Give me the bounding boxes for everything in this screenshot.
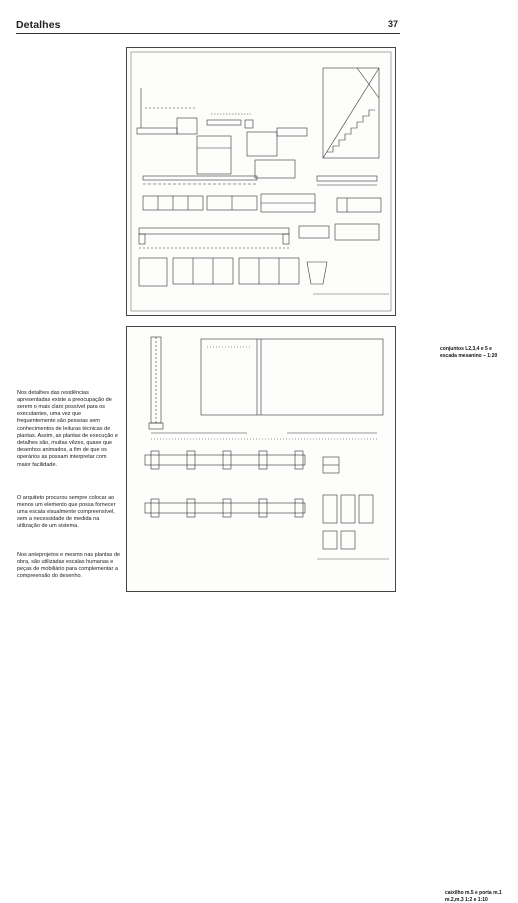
profile-details: [323, 495, 373, 549]
header-rule: [16, 33, 400, 34]
detail-drawing-sheet-top: [126, 47, 498, 359]
small-profile: [323, 457, 339, 473]
frame-profile: [149, 337, 163, 429]
page-number: 37: [387, 19, 398, 29]
window-elevation: [201, 339, 383, 415]
furniture-section: [197, 128, 307, 178]
counter-profile: [139, 224, 379, 248]
plan-section-2: [145, 499, 305, 517]
section-detail-2: [207, 114, 253, 128]
horizontal-detail: [143, 176, 377, 185]
drawing-caption-top: conjuntos L2,3,4 e 5 e escada mesanino – 1:20: [440, 346, 498, 359]
plan-section-1: [145, 451, 305, 469]
staircase-section: [323, 68, 379, 158]
detail-drawing-bottom: [127, 327, 395, 591]
shelf-detail: [261, 194, 381, 212]
dimension-line: [151, 433, 377, 439]
body-paragraph-2: O arquiteto procurou sempre colocar ao menos um elemento que possa fornecer uma escala visualmente compreensível, sem a necessidade de medida na utilização de um sistema.: [17, 494, 116, 530]
lower-elevation: [139, 258, 327, 286]
section-detail-1: [137, 88, 197, 134]
drawing-caption-bottom: caixilho m.5 e porta m.1 m.2,m.3 1:2 e 1:10: [445, 890, 502, 903]
page-title: Detalhes: [16, 19, 61, 31]
detail-drawing-top: [127, 48, 395, 315]
body-paragraph-1: Nos detalhes das residências apresentadas existe a preocupação de serem o mais claro possível para os executantes, uma vez que frequentemente são pessoas sem conhecimentos de leituras técnicas de plantas. Assim, as plantas de execução e detalhes são, muitas vêzes, quase que desenhos animados, a fim de que os operários as possam interpretar com maior facilidade.: [17, 389, 118, 468]
body-paragraph-3: Nos anteprojetos e mesmo nas plantas de obra, são utilizadas escalas humanas e peças de mobiliário para complementar a compreensão do desenho.: [17, 551, 121, 580]
cabinet-elevation: [143, 196, 257, 210]
